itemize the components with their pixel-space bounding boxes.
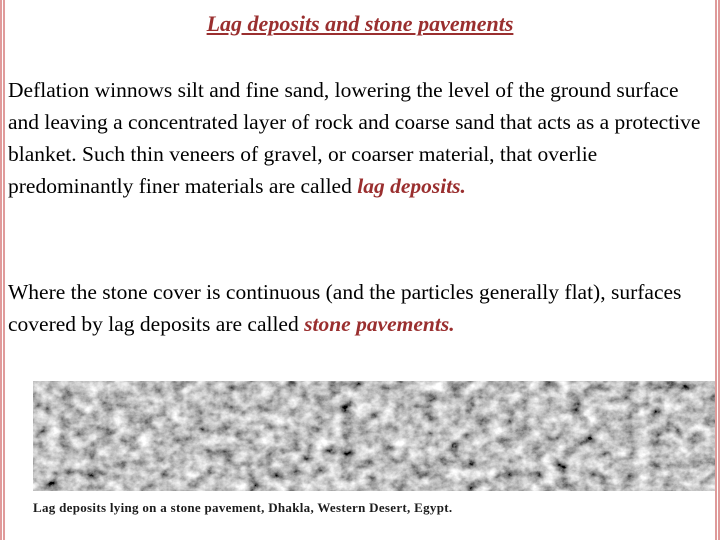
slide-title: Lag deposits and stone pavements	[206, 11, 514, 36]
paragraph-stone-pavements-text: Where the stone cover is continuous (and the particles generally flat), surfaces covered by lag deposits are called	[8, 280, 682, 336]
paragraph-deflation-text: Deflation winnows silt and fine sand, lowering the level of the ground surface and leaving a concentrated layer of rock and coarse sand that acts as a protective blanket. Such thin veneers of gravel, or coarser material, that overlie predominantly finer materials are called	[8, 78, 701, 198]
paragraph-deflation	[8, 74, 712, 202]
term-lag-deposits: lag deposits.	[357, 174, 466, 198]
gravel-photo-noise	[33, 381, 717, 491]
photo-figure	[33, 381, 717, 516]
gravel-photo-texture	[33, 381, 717, 491]
gravel-photo	[33, 381, 717, 491]
photo-caption: Lag deposits lying on a stone pavement, Dhakla, Western Desert, Egypt.	[33, 500, 453, 515]
term-stone-pavements: stone pavements.	[304, 312, 455, 336]
paragraph-stone-pavements	[8, 276, 712, 340]
